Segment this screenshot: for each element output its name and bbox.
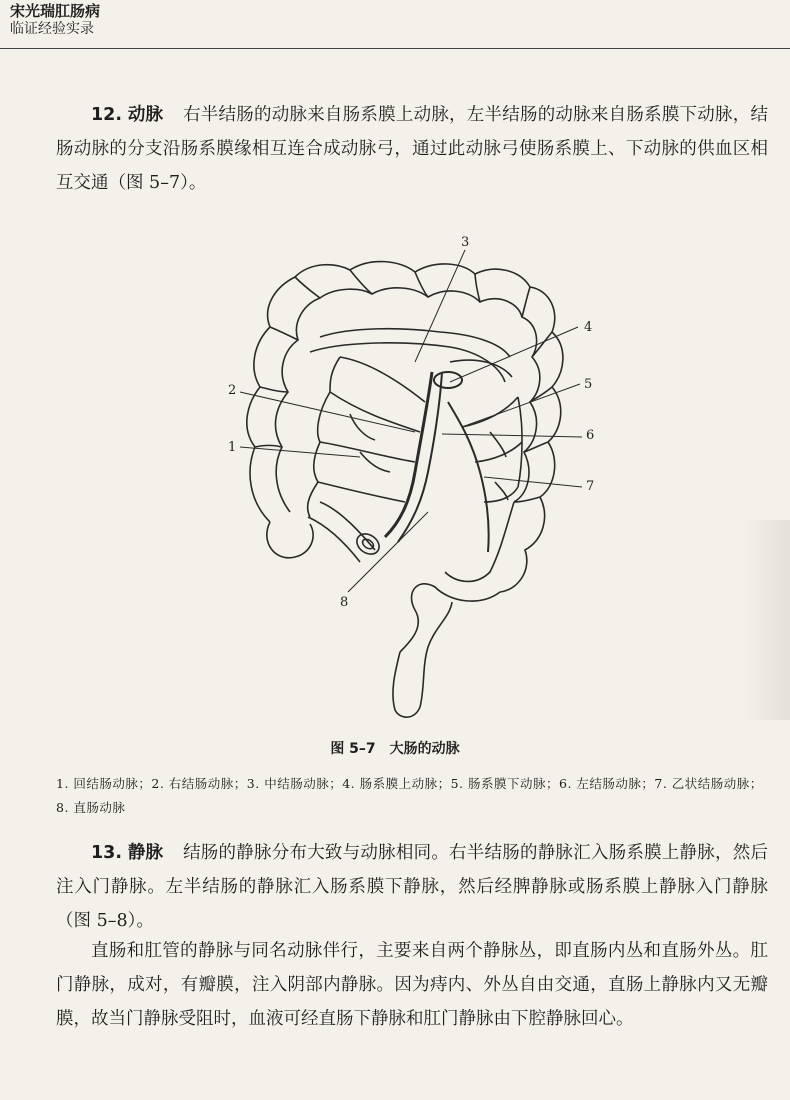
label-7: 7 bbox=[586, 479, 595, 494]
label-2: 2 bbox=[228, 383, 237, 398]
section-13-number: 13. bbox=[91, 843, 123, 863]
label-6: 6 bbox=[586, 428, 595, 443]
artery-figure bbox=[200, 232, 630, 722]
section-13-text: 结肠的静脉分布大致与动脉相同。右半结肠的静脉汇入肠系膜上静脉，然后注入门静脉。左半结肠的静脉汇入肠系膜下静脉，然后经脾静脉或肠系膜上静脉入门静脉（图 5–8）。 bbox=[56, 843, 768, 931]
rectal-veins-paragraph: 直肠和肛管的静脉与同名动脉伴行，主要来自两个静脉丛，即直肠内丛和直肠外丛。肛门静脉，成对，有瓣膜，注入阴部内静脉。因为痔内、外丛自由交通，直肠上静脉内又无瓣膜，故当门静脉受阻时，血液可经直肠下静脉和肛门静脉由下腔静脉回心。 bbox=[56, 941, 768, 1029]
page-shadow bbox=[740, 520, 790, 720]
figure-legend: 1. 回结肠动脉；2. 右结肠动脉；3. 中结肠动脉；4. 肠系膜上动脉；5. 肠系膜下动脉；6. 左结肠动脉；7. 乙状结肠动脉；8. 直肠动脉 bbox=[56, 776, 763, 815]
section-12-text: 右半结肠的动脉来自肠系膜上动脉，左半结肠的动脉来自肠系膜下动脉，结肠动脉的分支沿肠系膜缘相互连合成动脉弓，通过此动脉弓使肠系膜上、下动脉的供血区相互交通（图 5–7）。 bbox=[56, 105, 768, 193]
section-13-heading: 静脉 bbox=[127, 843, 164, 863]
label-1: 1 bbox=[228, 440, 237, 455]
section-12-heading: 动脉 bbox=[127, 105, 164, 125]
label-4: 4 bbox=[584, 320, 593, 335]
book-subtitle: 临证经验实录 bbox=[10, 20, 94, 37]
book-title: 宋光瑞肛肠病 bbox=[10, 2, 101, 20]
figure-caption: 图 5–7 大肠的动脉 bbox=[330, 741, 460, 757]
label-8: 8 bbox=[340, 595, 349, 610]
section-13-paragraph bbox=[56, 836, 768, 938]
label-3: 3 bbox=[461, 235, 470, 250]
section-12-number: 12. bbox=[91, 105, 123, 125]
running-head bbox=[10, 2, 100, 38]
label-5: 5 bbox=[584, 377, 593, 392]
section-12-paragraph bbox=[56, 98, 768, 200]
header-rule bbox=[0, 48, 790, 49]
large-intestine-arteries-illustration bbox=[200, 232, 630, 722]
